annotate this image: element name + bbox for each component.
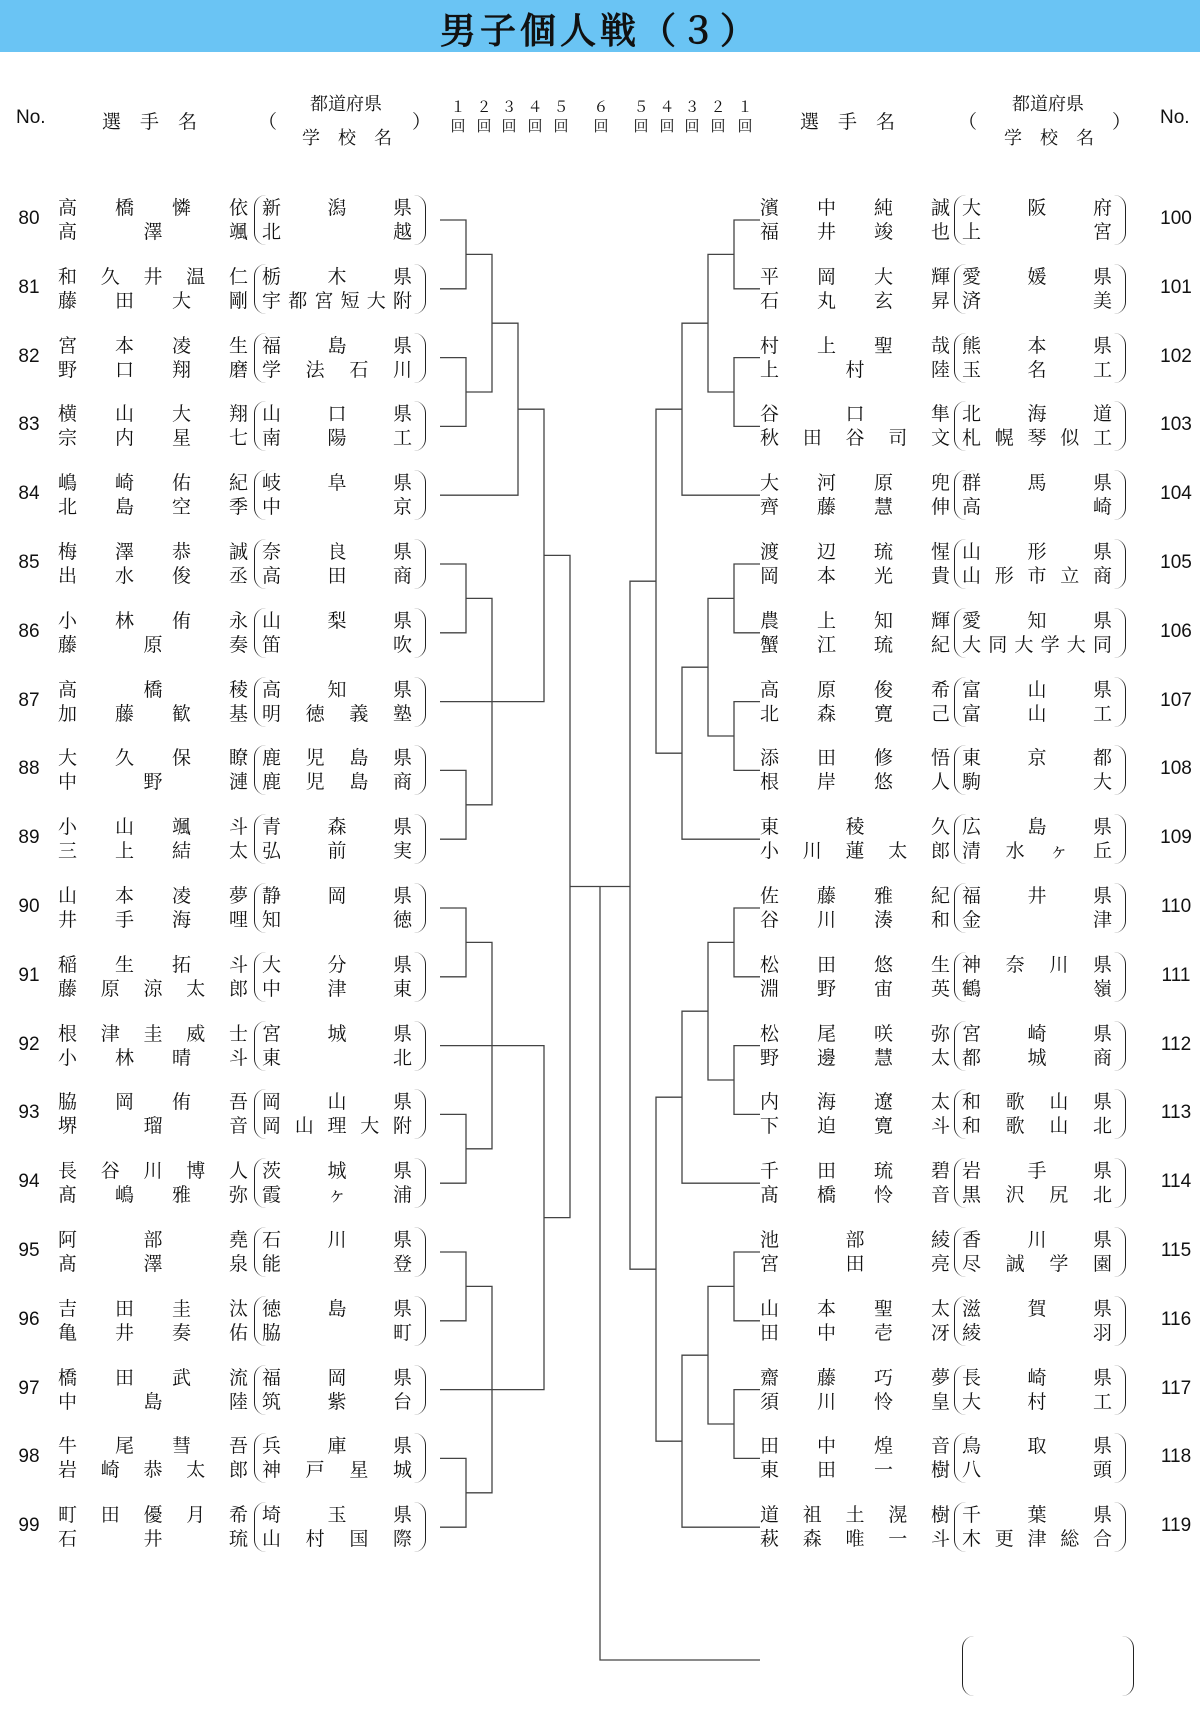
player-name: 松 田 悠 生 [760,953,950,976]
prefecture-name: 大 阪 府 [962,197,1112,219]
entry-number: 117 [1160,1377,1192,1399]
entry-number: 92 [18,1033,40,1055]
entry-number: 114 [1160,1171,1192,1193]
entry-number: 97 [18,1377,40,1399]
player-name: 添 田 修 悟 [760,747,950,770]
bracket-line [440,908,466,977]
player-name: 千 田 琉 碧 [760,1160,950,1183]
prefecture-name: 富 山 県 [962,678,1112,701]
player-name: 藤 原 奏 [58,633,248,656]
entry-number: 89 [18,827,40,849]
round-label-right-３: ３ 回 [684,98,700,135]
player-name: 髙 嶋 雅 弥 [58,1184,248,1207]
bracket-line [440,220,466,289]
school-name: 弘 前 実 [262,840,412,863]
bracket-line [600,887,760,1661]
entry-number: 86 [18,620,40,642]
round-label-left-２: ２ 回 [476,98,492,135]
entry-number: 113 [1160,1102,1192,1124]
entry-number: 116 [1160,1308,1192,1330]
entry-number: 107 [1160,689,1192,711]
prefecture-name: 兵 庫 県 [262,1435,412,1458]
bracket-line [518,409,544,701]
entry-number: 85 [18,552,40,573]
school-name: 山 村 国 際 [262,1528,412,1551]
entry-number: 110 [1160,896,1192,917]
prefecture-name: 福 井 県 [962,885,1112,907]
bracket-line [734,564,760,633]
prefecture-name: 鳥 取 県 [962,1435,1112,1458]
school-name: 札 幌 琴 似 工 [962,427,1112,450]
player-name: 長 谷 川 博 人 [58,1160,248,1183]
bracket-line [682,323,708,495]
prefecture-name: 静 岡 県 [262,885,412,907]
bracket-line [440,770,466,839]
header-paren-open-left: （ [258,111,278,133]
school-name: 高 田 商 [262,565,412,587]
entry-number: 93 [18,1102,40,1124]
entry-number: 90 [18,896,40,917]
player-name: 岡 本 光 貴 [760,565,950,587]
player-name: 内 海 遼 太 [760,1091,950,1114]
player-name: 宮 本 凌 生 [58,334,248,357]
player-name: 中 野 漣 [58,771,248,794]
round-label-right-４: ４ 回 [659,98,675,135]
round-label-left-１: １ 回 [450,98,466,135]
prefecture-name: 広 島 県 [962,816,1112,839]
school-name: 大 同 大 学 大 同 [962,633,1112,656]
header-no-right: No. [1160,107,1190,128]
prefecture-name: 茨 城 県 [262,1160,412,1183]
entry-number: 80 [18,208,40,229]
prefecture-name: 北 海 道 [962,403,1112,426]
prefecture-name: 山 口 県 [262,403,412,426]
round-label-left-５: ５ 回 [553,98,569,135]
player-name: 井 手 海 哩 [58,909,248,931]
round-label-right-１: １ 回 [737,98,753,135]
bracket-line [682,1355,708,1527]
school-name: 山 形 市 立 商 [962,565,1112,587]
school-name: 清 水 ヶ 丘 [962,840,1112,863]
player-name: 藤 田 大 剛 [58,289,248,312]
player-name: 佐 藤 雅 紀 [760,885,950,907]
player-name: 高 橋 稜 [58,678,248,701]
school-name: 都 城 商 [962,1046,1112,1069]
player-name: 道 祖 土 滉 樹 [760,1504,950,1527]
prefecture-name: 岩 手 県 [962,1160,1112,1183]
school-name: 鶴 嶺 [962,977,1112,1000]
prefecture-name: 福 岡 県 [262,1366,412,1389]
bracket-line [708,254,734,392]
player-name: 山 本 凌 夢 [58,885,248,907]
player-name: 上 村 陸 [760,358,950,381]
header-player-left: 選 手 名 [102,111,198,133]
entry-number: 88 [18,758,40,780]
player-name: 稲 生 拓 斗 [58,953,248,976]
prefecture-name: 宮 城 県 [262,1022,412,1045]
player-name: 淵 野 宙 英 [760,977,950,1000]
header-paren-open-right: （ [958,111,978,133]
prefecture-name: 熊 本 県 [962,334,1112,357]
entry-number: 82 [18,345,40,367]
player-name: 須 川 怜 皇 [760,1390,950,1413]
player-name: 松 尾 咲 弥 [760,1022,950,1045]
player-name: 蟹 江 琉 紀 [760,633,950,656]
bracket-line [440,564,466,633]
prefecture-name: 岐 阜 県 [262,472,412,495]
bracket-line [708,598,734,736]
player-name: 北 島 空 季 [58,496,248,519]
prefecture-name: 長 崎 県 [962,1366,1112,1389]
bracket-line [440,358,466,427]
entry-number: 119 [1160,1515,1192,1537]
school-name: 東 北 [262,1046,412,1069]
bracket-line [544,555,570,1217]
player-name: 高 橋 憐 依 [58,197,248,219]
bracket-line [440,1252,466,1321]
player-name: 小 川 蓮 太 郎 [760,840,950,863]
entry-number: 108 [1160,758,1192,780]
bracket-line [492,323,518,495]
entry-number: 98 [18,1446,40,1468]
prefecture-name: 福 島 県 [262,334,412,357]
player-name: 田 中 煌 音 [760,1435,950,1458]
player-name: 北 森 寛 己 [760,702,950,725]
player-name: 田 中 壱 冴 [760,1321,950,1344]
prefecture-name: 宮 崎 県 [962,1022,1112,1045]
player-name: 髙 橋 怜 音 [760,1184,950,1207]
player-name: 野 口 翔 磨 [58,358,248,381]
school-name: 明 徳 義 塾 [262,702,412,725]
prefecture-name: 大 分 県 [262,953,412,976]
bracket-line [518,1046,544,1390]
header-school-left: 学 校 名 [302,128,392,149]
player-name: 谷 口 隼 [760,403,950,426]
school-name: 中 京 [262,496,412,519]
bracket-line [466,254,492,392]
entry-number: 91 [18,964,40,986]
player-name: 髙 澤 泉 [58,1253,248,1275]
player-name: 脇 岡 侑 吾 [58,1091,248,1114]
player-name: 岩 崎 恭 太 郎 [58,1459,248,1482]
player-name: 宮 田 亮 [760,1253,950,1275]
header-paren-close-right: ） [1112,111,1132,133]
player-name: 池 部 綾 [760,1229,950,1251]
school-name: 八 頭 [962,1459,1112,1482]
prefecture-name: 高 知 県 [262,678,412,701]
header-player-right: 選 手 名 [800,111,896,133]
player-name: 堺 瑠 音 [58,1115,248,1138]
player-name: 吉 田 圭 汰 [58,1297,248,1320]
entry-number: 87 [18,689,40,711]
prefecture-name: 和 歌 山 県 [962,1091,1112,1114]
prefecture-name: 鹿 児 島 県 [262,747,412,770]
player-name: 村 上 聖 哉 [760,334,950,357]
school-name: 駒 大 [962,771,1112,794]
entry-number: 103 [1160,414,1192,436]
entry-number: 102 [1160,345,1192,367]
player-name: 根 岸 悠 人 [760,771,950,794]
player-name: 秋 田 谷 司 文 [760,427,950,450]
school-name: 知 徳 [262,909,412,931]
school-name: 霞 ヶ 浦 [262,1184,412,1207]
bracket-line [440,1458,466,1527]
player-name: 小 林 晴 斗 [58,1046,248,1069]
bracket-line [734,908,760,977]
school-name: 済 美 [962,289,1112,312]
school-name: 筑 紫 台 [262,1390,412,1413]
entry-number: 112 [1160,1033,1192,1055]
header-school-right: 学 校 名 [1004,128,1094,149]
player-name: 東 田 一 樹 [760,1459,950,1482]
bracket-line [708,1286,734,1424]
school-name: 高 崎 [962,496,1112,519]
player-name: 小 林 侑 永 [58,609,248,632]
entry-number: 118 [1160,1446,1192,1468]
player-name: 町 田 優 月 希 [58,1504,248,1527]
school-name: 金 津 [962,909,1112,931]
prefecture-name: 栃 木 県 [262,265,412,288]
entry-number: 104 [1160,483,1192,505]
bracket-line [708,942,734,1080]
player-name: 中 島 陸 [58,1390,248,1413]
bracket-line [734,358,760,427]
entry-number: 95 [18,1240,40,1261]
player-name: 谷 川 湊 和 [760,909,950,931]
bracket-line [656,1097,682,1441]
prefecture-name: 岡 山 県 [262,1091,412,1114]
bracket-line [734,702,760,771]
school-name: 北 越 [262,221,412,243]
school-name: 能 登 [262,1253,412,1275]
prefecture-name: 埼 玉 県 [262,1504,412,1527]
prefecture-name: 青 森 県 [262,816,412,839]
player-name: 橋 田 武 流 [58,1366,248,1389]
bracket-line [682,667,708,839]
player-name: 石 丸 玄 昇 [760,289,950,312]
player-name: 萩 森 唯 一 斗 [760,1528,950,1551]
bracket-line [682,1011,708,1183]
player-name: 牛 尾 彗 吾 [58,1435,248,1458]
player-name: 宗 内 星 七 [58,427,248,450]
prefecture-name: 東 京 都 [962,747,1112,770]
entry-number: 81 [18,276,40,298]
player-name: 亀 井 奏 佑 [58,1321,248,1344]
school-name: 学 法 石 川 [262,358,412,381]
bracket-line [734,1046,760,1115]
player-name: 嶋 崎 佑 紀 [58,472,248,495]
bracket-line [734,1390,760,1459]
player-name: 東 稜 久 [760,816,950,839]
school-name: 鹿 児 島 商 [262,771,412,794]
player-name: 平 岡 大 輝 [760,265,950,288]
bracket-line [734,1252,760,1321]
prefecture-name: 滋 賀 県 [962,1297,1112,1320]
school-name: 富 山 工 [962,702,1112,725]
player-name: 下 迫 寛 斗 [760,1115,950,1138]
player-name: 山 本 聖 太 [760,1297,950,1320]
school-name: 黒 沢 尻 北 [962,1184,1112,1207]
school-name: 玉 名 工 [962,358,1112,381]
entry-number: 99 [18,1515,40,1537]
header-no-left: No. [16,107,46,128]
player-name: 根 津 圭 威 士 [58,1022,248,1045]
player-name: 大 河 原 兜 [760,472,950,495]
school-name: 大 村 工 [962,1390,1112,1413]
school-name: 岡 山 理 大 附 [262,1115,412,1138]
entry-number: 94 [18,1171,40,1193]
school-name: 和 歌 山 北 [962,1115,1112,1138]
round-label-right-５: ５ 回 [633,98,649,135]
school-name: 綾 羽 [962,1321,1112,1344]
player-name: 福 井 竣 也 [760,221,950,243]
entry-number: 115 [1160,1240,1192,1261]
entry-number: 106 [1160,620,1192,642]
player-name: 和 久 井 温 仁 [58,265,248,288]
prefecture-name: 山 梨 県 [262,609,412,632]
entry-number: 84 [18,483,40,505]
player-name: 濱 中 純 誠 [760,197,950,219]
player-name: 藤 原 涼 太 郎 [58,977,248,1000]
player-name: 高 澤 颯 [58,221,248,243]
entry-number: 105 [1160,552,1192,573]
header-pref-left: 都道府県 [310,94,382,115]
player-name: 出 水 俊 丞 [58,565,248,587]
entry-number: 109 [1160,827,1192,849]
school-name: 笛 吹 [262,633,412,656]
header-pref-right: 都道府県 [1012,94,1084,115]
round-label-left-４: ４ 回 [527,98,543,135]
entry-number: 111 [1161,964,1191,986]
player-name: 齊 藤 慧 伸 [760,496,950,519]
page-title: 男子個人戦（３） [439,11,760,52]
entry-number: 83 [18,414,40,436]
school-name: 木 更 津 総 合 [962,1528,1112,1551]
bracket-line [656,409,682,753]
entry-number: 96 [18,1308,40,1330]
prefecture-name: 山 形 県 [962,541,1112,563]
player-name: 大 久 保 瞭 [58,747,248,770]
school-name: 中 津 東 [262,977,412,1000]
player-name: 野 邊 慧 太 [760,1046,950,1069]
player-name: 阿 部 堯 [58,1229,248,1251]
header-paren-close-left: ） [412,111,432,133]
round-label-left-３: ３ 回 [501,98,517,135]
prefecture-name: 香 川 県 [962,1229,1112,1251]
player-name: 高 原 俊 希 [760,678,950,701]
round-label-final: ６ 回 [593,98,609,135]
player-name: 三 上 結 太 [58,840,248,863]
school-name: 脇 町 [262,1321,412,1344]
prefecture-name: 奈 良 県 [262,541,412,563]
prefecture-name: 徳 島 県 [262,1297,412,1320]
player-name: 横 山 大 翔 [58,403,248,426]
player-name: 渡 辺 琉 惺 [760,541,950,563]
prefecture-name: 石 川 県 [262,1229,412,1251]
player-name: 齋 藤 巧 夢 [760,1366,950,1389]
prefecture-name: 愛 知 県 [962,609,1112,632]
bracket-line [440,1114,466,1183]
school-name: 上 宮 [962,221,1112,243]
player-name: 梅 澤 恭 誠 [58,541,248,563]
prefecture-name: 愛 媛 県 [962,265,1112,288]
school-name: 尽 誠 学 園 [962,1253,1112,1275]
player-name: 加 藤 歓 基 [58,702,248,725]
prefecture-name: 群 馬 県 [962,472,1112,495]
school-name: 南 陽 工 [262,427,412,450]
player-name: 小 山 颯 斗 [58,816,248,839]
prefecture-name: 神 奈 川 県 [962,953,1112,976]
prefecture-name: 千 葉 県 [962,1504,1112,1527]
bracket-line [630,581,656,1269]
prefecture-name: 新 潟 県 [262,197,412,219]
school-name: 宇 都 宮 短 大 附 [262,289,412,312]
round-label-right-２: ２ 回 [710,98,726,135]
player-name: 石 井 琉 [58,1528,248,1551]
school-name: 神 戸 星 城 [262,1459,412,1482]
entry-number: 101 [1160,276,1192,298]
bracket-line [734,220,760,289]
entry-number: 100 [1160,208,1192,229]
player-name: 農 上 知 輝 [760,609,950,632]
